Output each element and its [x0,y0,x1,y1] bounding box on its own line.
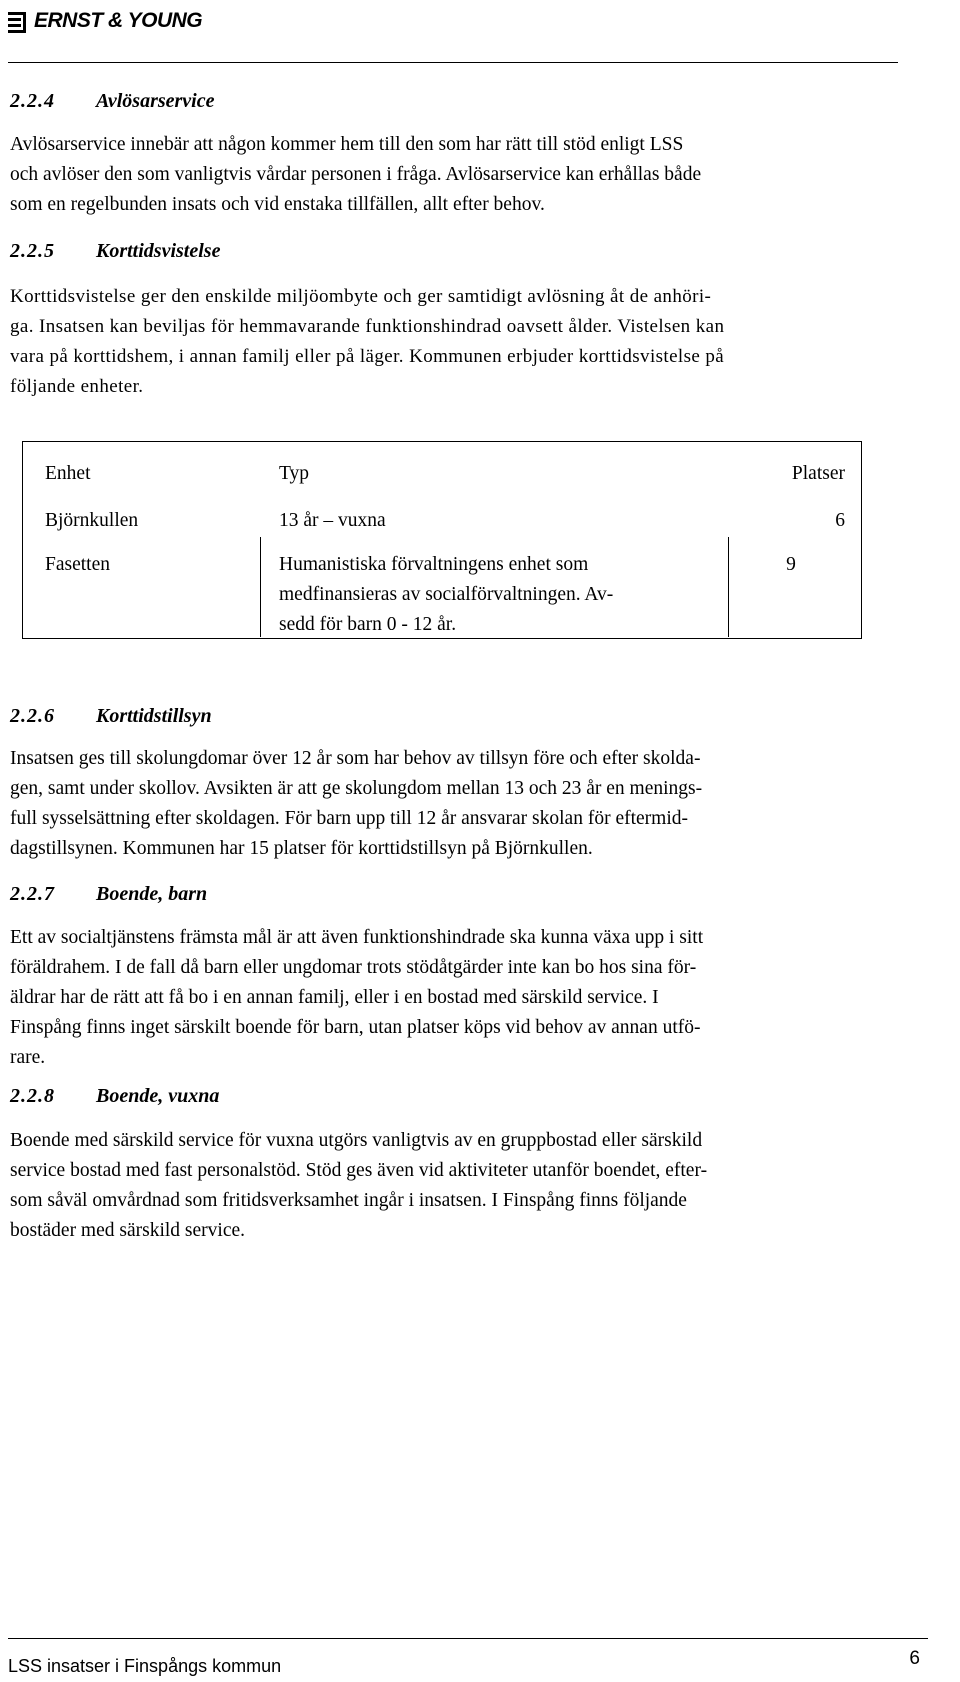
paragraph-2-2-7 [10,923,900,1073]
section-title: Boende, vuxna [96,1085,220,1107]
table-cell-typ: 13 år – vuxna [279,510,386,531]
text-line: Korttidsvistelse ger den enskilde miljöombyte och ger samtidigt avlösning åt de anhöri- [10,286,712,307]
text-line: service bostad med fast personalstöd. Stöd ges även vid aktiviteter utanför boendet, efter- [10,1160,708,1181]
section-title: Boende, barn [96,883,208,905]
text-line: Avlösarservice innebär att någon kommer hem till den som har rätt till stöd enligt LSS [10,134,684,155]
text-line: Finspång finns inget särskilt boende för barn, utan platser köps vid behov av annan utfö- [10,1017,701,1038]
text-line: sedd för barn 0 - 12 år. [279,614,457,635]
text-line: dagstillsynen. Kommunen har 15 platser för korttidstillsyn på Björnkullen. [10,838,593,859]
ernst-young-logo [8,6,202,36]
page-header [8,4,898,64]
text-line: som såväl omvårdnad som fritidsverksamhet ingår i insatsen. I Finspång finns följande [10,1190,687,1211]
text-line: Boende med särskild service för vuxna utgörs vanligtvis av en gruppbostad eller särskild [10,1130,703,1151]
section-number: 2.2.5 [10,240,55,262]
text-line: följande enheter. [10,376,144,397]
text-line: Humanistiska förvaltningens enhet som [279,554,589,575]
section-number: 2.2.4 [10,90,55,112]
text-line: ga. Insatsen kan beviljas för hemmavarande funktionshindrad oavsett ålder. Vistelsen kan [10,316,725,337]
table-header-platser: Platser [791,463,845,484]
ey-logo-icon [8,10,26,32]
paragraph-2-2-6 [10,744,900,864]
text-line: föräldrahem. I de fall då barn eller ungdomar trots stödåtgärder inte kan bo hos sina för- [10,957,697,978]
text-line: rare. [10,1047,46,1068]
text-line: gen, samt under skollov. Avsikten är att ge skolungdom mellan 13 och 23 år en menings- [10,778,703,799]
text-line: Ett av socialtjänstens främsta mål är att även funktionshindrade ska kunna växa upp i sitt [10,927,704,948]
section-title: Korttidsvistelse [96,240,221,262]
table-cell-enhet: Fasetten [45,554,110,575]
page-number: 6 [909,1648,920,1669]
text-line: äldrar har de rätt att få bo i en annan familj, eller i en bostad med särskild service. I [10,987,659,1008]
text-line: Insatsen ges till skolungdomar över 12 år som har behov av tillsyn före och efter skolda- [10,748,701,769]
heading-2-2-8 [10,1085,219,1108]
heading-2-2-5 [10,240,220,263]
section-title: Korttidstillsyn [96,705,212,727]
paragraph-2-2-8 [10,1126,900,1246]
table-header-enhet: Enhet [45,463,91,484]
text-line: medfinansieras av socialförvaltningen. Av- [279,584,614,605]
section-number: 2.2.6 [10,705,55,727]
table-column-divider [728,537,729,637]
heading-2-2-6 [10,705,212,728]
section-title: Avlösarservice [96,90,215,112]
text-line: som en regelbunden insats och vid enstaka tillfällen, allt efter behov. [10,194,545,215]
table-cell-enhet: Björnkullen [45,510,139,531]
table-column-divider [260,537,261,637]
table-header-typ: Typ [279,463,310,484]
footer-document-title: LSS insatser i Finspångs kommun [8,1656,282,1676]
footer-rule [8,1638,928,1639]
heading-2-2-4 [10,90,215,113]
section-number: 2.2.8 [10,1085,55,1107]
section-number: 2.2.7 [10,883,55,905]
text-line: och avlöser den som vanligtvis vårdar personen i fråga. Avlösarservice kan erhållas både [10,164,702,185]
logo-text: ERNST & YOUNG [34,9,203,32]
table-cell-typ [279,550,613,640]
header-rule [8,62,898,63]
table-cell-platser: 6 [835,510,845,531]
heading-2-2-7 [10,883,207,906]
text-line: bostäder med särskild service. [10,1220,246,1241]
text-line: full sysselsättning efter skoldagen. För barn upp till 12 år ansvarar skolan för eftermid- [10,808,688,829]
table-cell-platser: 9 [786,554,796,575]
paragraph-2-2-5 [10,282,900,402]
text-line: vara på korttidshem, i annan familj eller på läger. Kommunen erbjuder korttidsvistelse på [10,346,725,367]
paragraph-2-2-4 [10,130,900,220]
